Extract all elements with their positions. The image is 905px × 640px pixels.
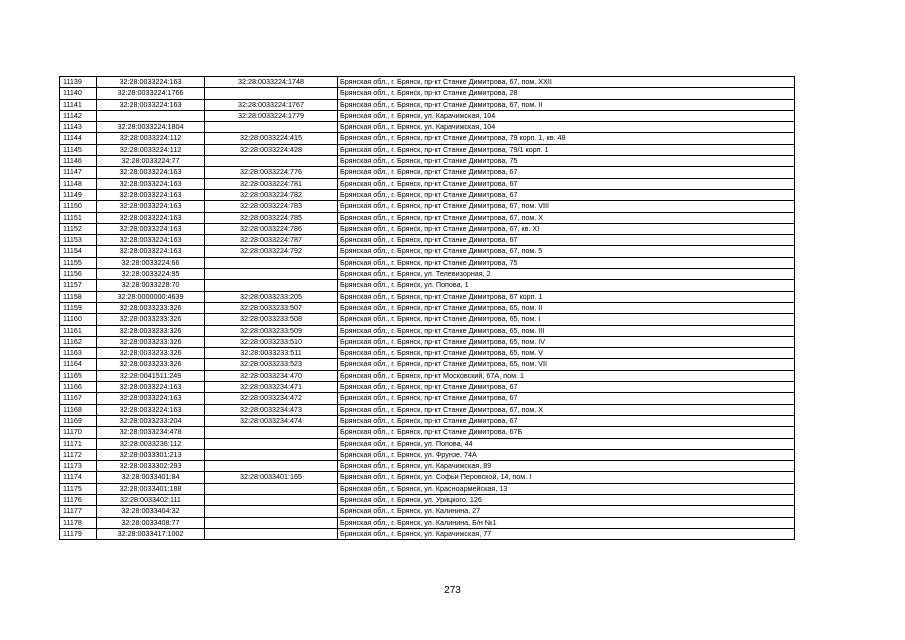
table-row	[60, 189, 795, 200]
address-cell: Брянская обл., г. Брянск, пр-кт Станке Димитрова, 67, пом. X	[338, 404, 795, 415]
object-cadastral-number-cell: 32:28:0033224:781	[205, 178, 338, 189]
table-row	[60, 246, 795, 257]
table-row	[60, 77, 795, 88]
object-cadastral-number-cell: 32:28:0033224:782	[205, 189, 338, 200]
table-row	[60, 415, 795, 426]
table-row	[60, 223, 795, 234]
parcel-cadastral-number-cell: 32:28:0033224:112	[97, 133, 205, 144]
object-cadastral-number-cell: 32:28:0033224:792	[205, 246, 338, 257]
parcel-cadastral-number-cell: 32:28:0033224:163	[97, 393, 205, 404]
address-cell: Брянская обл., г. Брянск, ул. Калинина, Б/н №1	[338, 517, 795, 528]
address-cell: Брянская обл., г. Брянск, пр-кт Станке Димитрова, 67	[338, 189, 795, 200]
address-cell: Брянская обл., г. Брянск, ул. Карачижская, 104	[338, 122, 795, 133]
address-cell: Брянская обл., г. Брянск, ул. Калинина, 27	[338, 506, 795, 517]
parcel-cadastral-number-cell: 32:28:0033228:70	[97, 280, 205, 291]
parcel-cadastral-number-cell: 32:28:0033417:1002	[97, 528, 205, 539]
row-number-cell: 11178	[60, 517, 97, 528]
address-cell: Брянская обл., г. Брянск, пр-кт Станке Димитрова, 65, пом. VII	[338, 359, 795, 370]
parcel-cadastral-number-cell: 32:28:0033224:163	[97, 201, 205, 212]
table-row	[60, 336, 795, 347]
row-number-cell: 11154	[60, 246, 97, 257]
parcel-cadastral-number-cell: 32:28:0033401:84	[97, 472, 205, 483]
parcel-cadastral-number-cell: 32:28:0033224:77	[97, 156, 205, 167]
object-cadastral-number-cell: 32:28:0033233:508	[205, 314, 338, 325]
address-cell: Брянская обл., г. Брянск, ул. Красноармейская, 13	[338, 483, 795, 494]
parcel-cadastral-number-cell: 32:28:0033224:163	[97, 189, 205, 200]
row-number-cell: 11158	[60, 291, 97, 302]
parcel-cadastral-number-cell: 32:28:0033233:204	[97, 415, 205, 426]
row-number-cell: 11177	[60, 506, 97, 517]
object-cadastral-number-cell	[205, 122, 338, 133]
parcel-cadastral-number-cell: 32:28:0033224:163	[97, 235, 205, 246]
table-row	[60, 449, 795, 460]
object-cadastral-number-cell	[205, 280, 338, 291]
row-number-cell: 11152	[60, 223, 97, 234]
table-row	[60, 212, 795, 223]
table-row	[60, 122, 795, 133]
table-row	[60, 325, 795, 336]
table-row	[60, 235, 795, 246]
row-number-cell: 11164	[60, 359, 97, 370]
address-cell: Брянская обл., г. Брянск, пр-кт Станке Димитрова, 79/1 корп. 1	[338, 144, 795, 155]
table-row	[60, 528, 795, 539]
parcel-cadastral-number-cell: 32:28:0033224:163	[97, 77, 205, 88]
table-row	[60, 461, 795, 472]
object-cadastral-number-cell	[205, 517, 338, 528]
table-row	[60, 302, 795, 313]
address-cell: Брянская обл., г. Брянск, пр-кт Станке Димитрова, 65, пом. V	[338, 348, 795, 359]
table-row	[60, 427, 795, 438]
object-cadastral-number-cell: 32:28:0033224:783	[205, 201, 338, 212]
parcel-cadastral-number-cell: 32:28:0033224:66	[97, 257, 205, 268]
row-number-cell: 11179	[60, 528, 97, 539]
row-number-cell: 11166	[60, 382, 97, 393]
page-number: 273	[444, 585, 461, 596]
object-cadastral-number-cell	[205, 506, 338, 517]
object-cadastral-number-cell	[205, 449, 338, 460]
address-cell: Брянская обл., г. Брянск, пр-кт Станке Димитрова, 67	[338, 235, 795, 246]
address-cell: Брянская обл., г. Брянск, пр-кт Станке Димитрова, 75	[338, 156, 795, 167]
parcel-cadastral-number-cell: 32:28:0033224:163	[97, 404, 205, 415]
address-cell: Брянская обл., г. Брянск, пр-кт Станке Димитрова, 67	[338, 167, 795, 178]
row-number-cell: 11172	[60, 449, 97, 460]
object-cadastral-number-cell	[205, 257, 338, 268]
row-number-cell: 11141	[60, 99, 97, 110]
row-number-cell: 11145	[60, 144, 97, 155]
object-cadastral-number-cell	[205, 438, 338, 449]
parcel-cadastral-number-cell: 32:28:0033233:326	[97, 325, 205, 336]
table-row	[60, 472, 795, 483]
parcel-cadastral-number-cell	[97, 110, 205, 121]
address-cell: Брянская обл., г. Брянск, ул. Попова, 1	[338, 280, 795, 291]
address-cell: Брянская обл., г. Брянск, ул. Софьи Перовской, 14, пом. I	[338, 472, 795, 483]
row-number-cell: 11143	[60, 122, 97, 133]
object-cadastral-number-cell: 32:28:0033224:776	[205, 167, 338, 178]
row-number-cell: 11171	[60, 438, 97, 449]
row-number-cell: 11148	[60, 178, 97, 189]
table-row	[60, 257, 795, 268]
row-number-cell: 11157	[60, 280, 97, 291]
parcel-cadastral-number-cell: 32:28:0033402:111	[97, 494, 205, 505]
row-number-cell: 11169	[60, 415, 97, 426]
address-cell: Брянская обл., г. Брянск, пр-кт Станке Димитрова, 67	[338, 178, 795, 189]
address-cell: Брянская обл., г. Брянск, пр-кт Станке Димитрова, 67, кв. XI	[338, 223, 795, 234]
object-cadastral-number-cell: 32:28:0033224:786	[205, 223, 338, 234]
table-row	[60, 110, 795, 121]
row-number-cell: 11176	[60, 494, 97, 505]
object-cadastral-number-cell: 32:28:0033233:510	[205, 336, 338, 347]
object-cadastral-number-cell: 32:28:0033233:509	[205, 325, 338, 336]
object-cadastral-number-cell: 32:28:0033224:1779	[205, 110, 338, 121]
parcel-cadastral-number-cell: 32:28:0033233:326	[97, 302, 205, 313]
table-row	[60, 506, 795, 517]
address-cell: Брянская обл., г. Брянск, пр-кт Станке Димитрова, 79 корп. 1, кв. 48	[338, 133, 795, 144]
row-number-cell: 11173	[60, 461, 97, 472]
parcel-cadastral-number-cell: 32:28:0033224:163	[97, 99, 205, 110]
object-cadastral-number-cell: 32:28:0033224:787	[205, 235, 338, 246]
row-number-cell: 11175	[60, 483, 97, 494]
parcel-cadastral-number-cell: 32:28:0033224:112	[97, 144, 205, 155]
row-number-cell: 11146	[60, 156, 97, 167]
address-cell: Брянская обл., г. Брянск, ул. Попова, 44	[338, 438, 795, 449]
parcel-cadastral-number-cell: 32:28:0033224:1766	[97, 88, 205, 99]
row-number-cell: 11170	[60, 427, 97, 438]
parcel-cadastral-number-cell: 32:28:0033224:1804	[97, 122, 205, 133]
parcel-cadastral-number-cell: 32:28:0033224:163	[97, 246, 205, 257]
address-cell: Брянская обл., г. Брянск, пр-кт Станке Димитрова, 67	[338, 382, 795, 393]
object-cadastral-number-cell: 32:28:0033224:1767	[205, 99, 338, 110]
table-row	[60, 99, 795, 110]
object-cadastral-number-cell: 32:28:0033234:473	[205, 404, 338, 415]
row-number-cell: 11142	[60, 110, 97, 121]
table-row	[60, 269, 795, 280]
address-cell: Брянская обл., г. Брянск, ул. Карачижская, 104	[338, 110, 795, 121]
parcel-cadastral-number-cell: 32:28:0033401:188	[97, 483, 205, 494]
object-cadastral-number-cell: 32:28:0033234:474	[205, 415, 338, 426]
table-row	[60, 88, 795, 99]
row-number-cell: 11161	[60, 325, 97, 336]
row-number-cell: 11168	[60, 404, 97, 415]
table-row	[60, 359, 795, 370]
address-cell: Брянская обл., г. Брянск, пр-кт Станке Димитрова, 28	[338, 88, 795, 99]
row-number-cell: 11147	[60, 167, 97, 178]
address-cell: Брянская обл., г. Брянск, пр-кт Станке Димитрова, 67, пом. VIII	[338, 201, 795, 212]
parcel-cadastral-number-cell: 32:28:0033233:326	[97, 348, 205, 359]
parcel-cadastral-number-cell: 32:28:0041511:249	[97, 370, 205, 381]
object-cadastral-number-cell: 32:28:0033224:415	[205, 133, 338, 144]
address-cell: Брянская обл., г. Брянск, пр-кт Станке Димитрова, 67, пом. XXII	[338, 77, 795, 88]
object-cadastral-number-cell	[205, 483, 338, 494]
address-cell: Брянская обл., г. Брянск, пр-кт Станке Димитрова, 67, пом. II	[338, 99, 795, 110]
table-row	[60, 167, 795, 178]
address-cell: Брянская обл., г. Брянск, пр-кт Станке Димитрова, 67, пом. X	[338, 212, 795, 223]
row-number-cell: 11160	[60, 314, 97, 325]
row-number-cell: 11155	[60, 257, 97, 268]
address-cell: Брянская обл., г. Брянск, пр-кт Станке Димитрова, 67Б	[338, 427, 795, 438]
object-cadastral-number-cell: 32:28:0033234:471	[205, 382, 338, 393]
table-row	[60, 178, 795, 189]
table-row	[60, 393, 795, 404]
parcel-cadastral-number-cell: 32:28:0033224:163	[97, 178, 205, 189]
table-row	[60, 483, 795, 494]
object-cadastral-number-cell	[205, 494, 338, 505]
parcel-cadastral-number-cell: 32:28:0033233:326	[97, 359, 205, 370]
table-row	[60, 494, 795, 505]
address-cell: Брянская обл., г. Брянск, пр-кт Станке Димитрова, 67	[338, 393, 795, 404]
table-row	[60, 370, 795, 381]
table-row	[60, 133, 795, 144]
row-number-cell: 11153	[60, 235, 97, 246]
object-cadastral-number-cell: 32:28:0033233:523	[205, 359, 338, 370]
row-number-cell: 11151	[60, 212, 97, 223]
parcel-cadastral-number-cell: 32:28:0033224:163	[97, 223, 205, 234]
table-row	[60, 348, 795, 359]
address-cell: Брянская обл., г. Брянск, ул. Урицкого, 126	[338, 494, 795, 505]
parcel-cadastral-number-cell: 32:28:0033224:163	[97, 212, 205, 223]
row-number-cell: 11162	[60, 336, 97, 347]
table-row	[60, 382, 795, 393]
row-number-cell: 11159	[60, 302, 97, 313]
object-cadastral-number-cell: 32:28:0033224:1748	[205, 77, 338, 88]
table-row	[60, 201, 795, 212]
parcel-cadastral-number-cell: 32:28:0033408:77	[97, 517, 205, 528]
object-cadastral-number-cell: 32:28:0033234:472	[205, 393, 338, 404]
address-cell: Брянская обл., г. Брянск, пр-кт Станке Димитрова, 75	[338, 257, 795, 268]
object-cadastral-number-cell: 32:28:0033224:428	[205, 144, 338, 155]
cadastral-table	[59, 76, 795, 540]
parcel-cadastral-number-cell: 32:28:0033236:112	[97, 438, 205, 449]
parcel-cadastral-number-cell: 32:28:0033224:163	[97, 167, 205, 178]
parcel-cadastral-number-cell: 32:28:0033224:95	[97, 269, 205, 280]
row-number-cell: 11140	[60, 88, 97, 99]
address-cell: Брянская обл., г. Брянск, пр-кт Станке Димитрова, 67, пом. 5	[338, 246, 795, 257]
table-row	[60, 156, 795, 167]
table-row	[60, 314, 795, 325]
object-cadastral-number-cell: 32:28:0033233:507	[205, 302, 338, 313]
address-cell: Брянская обл., г. Брянск, пр-кт Станке Димитрова, 65, пом. I	[338, 314, 795, 325]
address-cell: Брянская обл., г. Брянск, ул. Телевизорная, 2	[338, 269, 795, 280]
cadastral-table-body	[60, 77, 795, 540]
table-row	[60, 144, 795, 155]
address-cell: Брянская обл., г. Брянск, пр-кт Станке Димитрова, 65, пом. III	[338, 325, 795, 336]
object-cadastral-number-cell: 32:28:0033401:165	[205, 472, 338, 483]
parcel-cadastral-number-cell: 32:28:0033404:32	[97, 506, 205, 517]
table-row	[60, 404, 795, 415]
address-cell: Брянская обл., г. Брянск, пр-кт Станке Димитрова, 67 корп. 1	[338, 291, 795, 302]
parcel-cadastral-number-cell: 32:28:0033302:293	[97, 461, 205, 472]
object-cadastral-number-cell: 32:28:0033233:205	[205, 291, 338, 302]
row-number-cell: 11144	[60, 133, 97, 144]
row-number-cell: 11174	[60, 472, 97, 483]
parcel-cadastral-number-cell: 32:28:0033224:163	[97, 382, 205, 393]
address-cell: Брянская обл., г. Брянск, пр-кт Московский, 67А, пом. 1	[338, 370, 795, 381]
row-number-cell: 11149	[60, 189, 97, 200]
object-cadastral-number-cell	[205, 88, 338, 99]
address-cell: Брянская обл., г. Брянск, ул. Карачижская, 77	[338, 528, 795, 539]
parcel-cadastral-number-cell: 32:28:0033233:326	[97, 336, 205, 347]
address-cell: Брянская обл., г. Брянск, ул. Фрунзе, 74А	[338, 449, 795, 460]
table-row	[60, 517, 795, 528]
object-cadastral-number-cell	[205, 461, 338, 472]
object-cadastral-number-cell: 32:28:0033233:511	[205, 348, 338, 359]
address-cell: Брянская обл., г. Брянск, пр-кт Станке Димитрова, 65, пом. II	[338, 302, 795, 313]
address-cell: Брянская обл., г. Брянск, ул. Карачижская, 89	[338, 461, 795, 472]
row-number-cell: 11167	[60, 393, 97, 404]
object-cadastral-number-cell	[205, 156, 338, 167]
parcel-cadastral-number-cell: 32:28:0033301:213	[97, 449, 205, 460]
row-number-cell: 11139	[60, 77, 97, 88]
object-cadastral-number-cell	[205, 528, 338, 539]
row-number-cell: 11163	[60, 348, 97, 359]
address-cell: Брянская обл., г. Брянск, пр-кт Станке Димитрова, 67	[338, 415, 795, 426]
table-row	[60, 438, 795, 449]
object-cadastral-number-cell: 32:28:0033224:785	[205, 212, 338, 223]
object-cadastral-number-cell	[205, 269, 338, 280]
row-number-cell: 11165	[60, 370, 97, 381]
row-number-cell: 11150	[60, 201, 97, 212]
row-number-cell: 11156	[60, 269, 97, 280]
parcel-cadastral-number-cell: 32:28:0033234:478	[97, 427, 205, 438]
table-row	[60, 291, 795, 302]
object-cadastral-number-cell: 32:28:0033234:470	[205, 370, 338, 381]
parcel-cadastral-number-cell: 32:28:0033233:326	[97, 314, 205, 325]
object-cadastral-number-cell	[205, 427, 338, 438]
parcel-cadastral-number-cell: 32:28:0000000:4639	[97, 291, 205, 302]
address-cell: Брянская обл., г. Брянск, пр-кт Станке Димитрова, 65, пом. IV	[338, 336, 795, 347]
table-row	[60, 280, 795, 291]
